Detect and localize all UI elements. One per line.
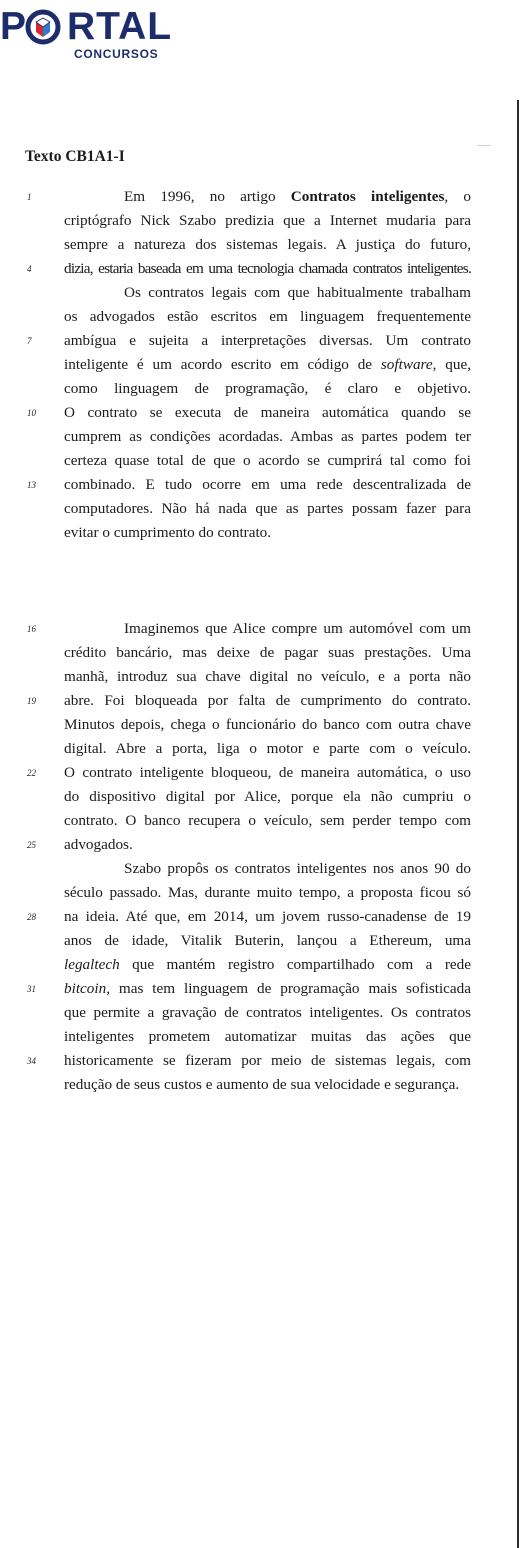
line-number: 34 — [27, 1056, 36, 1066]
text-line — [64, 473, 471, 497]
text-line — [64, 1025, 471, 1049]
logo-letter-p: P — [0, 5, 28, 48]
line-number: 19 — [27, 696, 36, 706]
page-mark — [477, 145, 491, 146]
text-span: O contrato inteligente bloqueou, de maneira automática, o uso — [64, 764, 471, 781]
text-line — [64, 497, 471, 521]
italic-text: bitcoin — [64, 980, 107, 997]
text-line — [64, 665, 471, 689]
text-span: crédito bancário, mas deixe de pagar suas prestações. Uma — [64, 644, 471, 661]
text-line — [64, 1073, 471, 1097]
text-line — [64, 281, 471, 305]
text-span: Imaginemos que Alice compre um automóvel com um — [124, 620, 471, 637]
text-span: na ideia. Até que, em 2014, um jovem russo-canadense de 19 — [64, 908, 471, 925]
text-span: que permite a gravação de contratos inteligentes. Os contratos — [64, 1004, 471, 1021]
line-number: 16 — [27, 624, 36, 634]
text-line — [64, 977, 471, 1001]
text-span: evitar o cumprimento do contrato. — [64, 524, 272, 541]
bold-text: Contratos inteligentes — [290, 188, 445, 205]
text-span: Minutos depois, chega o funcionário do banco com outra chave — [64, 716, 471, 733]
text-line — [64, 833, 471, 857]
text-span: computadores. Não há nada que as partes possam fazer para — [64, 500, 471, 517]
text-line — [64, 689, 471, 713]
text-line — [64, 305, 471, 329]
line-number: 25 — [27, 840, 36, 850]
text-span: criptógrafo Nick Szabo predizia que a Internet mudaria para — [64, 212, 471, 229]
text-span: O contrato se executa de maneira automática quando se — [64, 404, 471, 421]
text-span: sempre a natureza dos sistemas legais. A justiça do futuro, — [64, 236, 471, 253]
text-line — [64, 785, 471, 809]
logo-subtitle: CONCURSOS — [74, 47, 159, 61]
text-span: Os contratos legais com que habitualmente trabalham — [124, 284, 471, 301]
text-span: manhã, introduz sua chave digital no veículo, e a porta não — [64, 668, 471, 685]
text-line — [64, 809, 471, 833]
text-span: como linguagem de programação, é claro e objetivo. — [64, 380, 471, 397]
text-span: historicamente se fizeram por meio de sistemas legais, com — [64, 1052, 471, 1069]
line-number: 28 — [27, 912, 36, 922]
italic-text: software — [380, 356, 433, 373]
text-span: combinado. E tudo ocorre em uma rede descentralizada de — [64, 476, 471, 493]
text-line — [64, 1049, 471, 1073]
text-span: redução de seus custos e aumento de sua velocidade e segurança. — [64, 1076, 460, 1093]
line-number: 7 — [27, 336, 32, 346]
text-line — [64, 401, 471, 425]
text-line — [64, 521, 471, 545]
text-line — [64, 329, 471, 353]
text-line — [64, 737, 471, 761]
text-span: que mantém registro compartilhado com a rede — [119, 956, 471, 973]
text-span: ambígua e sujeita a interpretações diversas. Um contrato — [64, 332, 471, 349]
text-span: Szabo propôs os contratos inteligentes nos anos 90 do — [124, 860, 471, 877]
logo-globe-icon — [24, 8, 62, 46]
text-span: Em 1996, no artigo — [124, 188, 291, 205]
italic-text: legaltech — [64, 956, 120, 973]
text-line — [64, 425, 471, 449]
text-line — [64, 761, 471, 785]
text-span: inteligente é um acordo escrito em código de — [64, 356, 381, 373]
text-line — [64, 353, 471, 377]
line-number: 1 — [27, 192, 32, 202]
text-span: , o — [444, 188, 472, 205]
line-number: 22 — [27, 768, 36, 778]
text-line — [64, 257, 471, 281]
line-number: 4 — [27, 264, 32, 274]
text-line — [64, 881, 471, 905]
text-line — [64, 209, 471, 233]
text-span: século passado. Mas, durante muito tempo, a proposta ficou só — [64, 884, 471, 901]
text-line — [64, 953, 471, 977]
line-number: 31 — [27, 984, 36, 994]
text-line — [64, 185, 471, 209]
text-line — [64, 449, 471, 473]
text-span: do dispositivo digital por Alice, porque ela não cumpriu o — [64, 788, 471, 805]
text-line — [64, 233, 471, 257]
text-span: inteligentes prometem automatizar muitas das ações que — [64, 1028, 471, 1045]
text-line — [64, 641, 471, 665]
text-span: , que, — [432, 356, 471, 373]
portal-concursos-logo — [0, 4, 173, 62]
text-span: contrato. O banco recupera o veículo, sem perder tempo com — [64, 812, 471, 829]
text-span: advogados. — [64, 836, 133, 853]
line-number: 10 — [27, 408, 36, 418]
text-line — [64, 713, 471, 737]
text-span: dizia, estaria baseada em uma tecnologia chamada contratos inteligentes. — [64, 260, 471, 277]
text-line — [64, 929, 471, 953]
text-heading: Texto CB1A1-I — [25, 148, 125, 165]
text-span: digital. Abre a porta, liga o motor e parte com o veículo. — [64, 740, 471, 757]
text-span: cumprem as condições acordadas. Ambas as partes podem ter — [64, 428, 471, 445]
line-number: 13 — [27, 480, 36, 490]
text-span: , mas tem linguagem de programação mais sofisticada — [106, 980, 471, 997]
text-line — [64, 1001, 471, 1025]
text-line — [64, 617, 471, 641]
text-span: os advogados estão escritos em linguagem frequentemente — [64, 308, 471, 325]
text-line — [64, 857, 471, 881]
text-span: anos de idade, Vitalik Buterin, lançou a Ethereum, uma — [64, 932, 471, 949]
text-span: abre. Foi bloqueada por falta de cumprimento do contrato. — [64, 692, 471, 709]
text-line — [64, 905, 471, 929]
text-span: certeza quase total de que o acordo se cumprirá tal como foi — [64, 452, 471, 469]
text-line — [64, 377, 471, 401]
page-border-line — [517, 100, 519, 1548]
logo-letters-rtal: RTAL — [67, 5, 173, 48]
